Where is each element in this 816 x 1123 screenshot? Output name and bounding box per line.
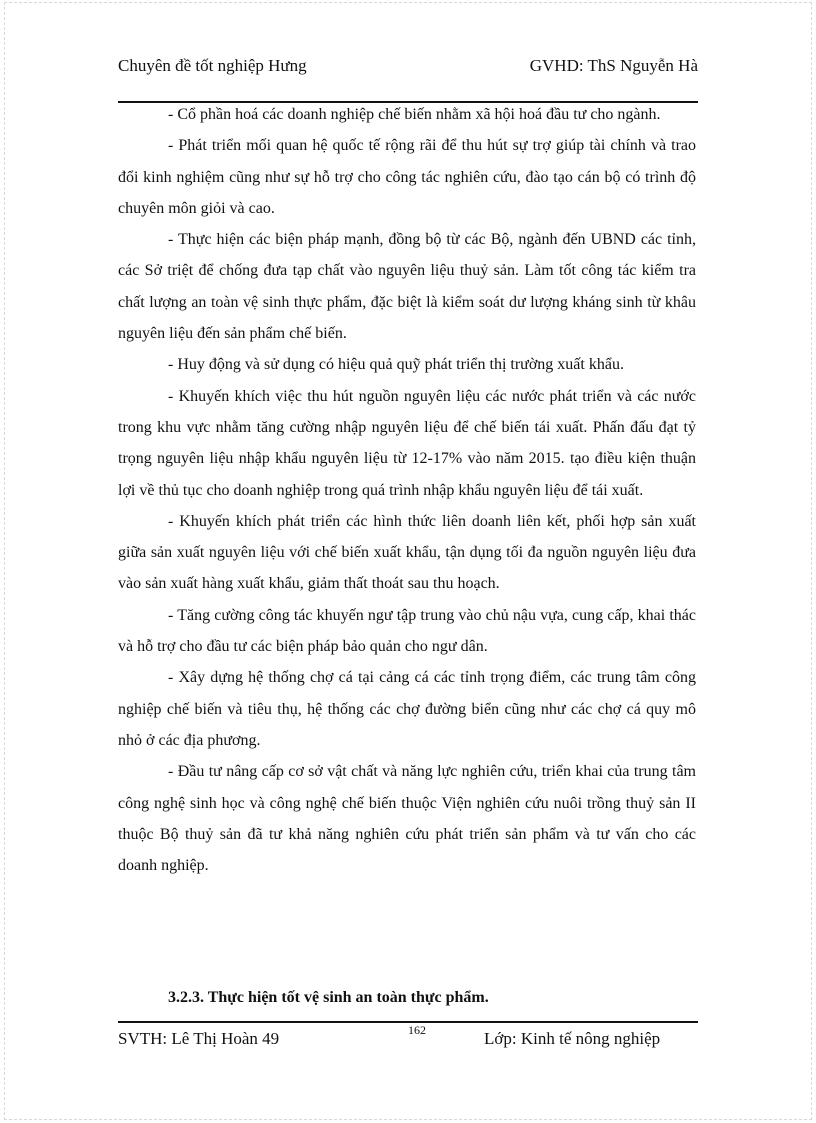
paragraph-4: - Huy động và sử dụng có hiệu quả quỹ phát triển thị trường xuất khẩu.	[168, 356, 624, 374]
paragraph-1: - Cổ phần hoá các doanh nghiệp chế biến nhằm xã hội hoá đầu tư cho ngành.	[168, 106, 661, 123]
paragraph-5: - Khuyến khích việc thu hút nguồn nguyên liệu các nước phát triển và các nước trong khu vực nhằm tăng cường nhập nguyên liệu để chế biến tái xuất. Phấn đấu đạt tỷ trọng nguyên liệu nhập khẩu nguyên liệu từ 12-17% vào năm 2015. tạo điều kiện thuận lợi về thủ tục cho doanh nghiệp trong quá trình nhập khẩu nguyên liệu để tái xuất.	[118, 387, 696, 499]
header-document-title: Chuyên đề tốt nghiệp Hưng	[118, 56, 307, 75]
paragraph-6: - Khuyến khích phát triển các hình thức liên doanh liên kết, phối hợp sản xuất giữa sản xuất nguyên liệu với chế biến xuất khẩu, tận dụng tối đa nguồn nguyên liệu đưa vào sản xuất hàng xuất khẩu, giảm thất thoát sau thu hoạch.	[118, 512, 696, 593]
paragraph-9: - Đầu tư nâng cấp cơ sở vật chất và năng lực nghiên cứu, triển khai của trung tâm công nghệ sinh học và công nghệ chế biến thuộc Viện nghiên cứu nuôi trồng thuỷ sản II thuộc Bộ thuỷ sản đã tư khả năng nghiên cứu phát triển sản phẩm và tư vấn cho các doanh nghiệp.	[118, 763, 696, 875]
paragraph-8: - Xây dựng hệ thống chợ cá tại cảng cá các tỉnh trọng điểm, các trung tâm công nghiệp chế biến và tiêu thụ, hệ thống các chợ đường biển cũng như các chợ cá quy mô nhỏ ở các địa phương.	[118, 669, 696, 749]
footer-student: SVTH: Lê Thị Hoàn 49	[118, 1029, 280, 1048]
page-number: 162	[408, 1023, 426, 1037]
paragraph-2: - Phát triển mối quan hệ quốc tế rộng rãi để thu hút sự trợ giúp tài chính và trao đổi kinh nghiệm cũng như sự hỗ trợ cho công tác nghiên cứu, đào tạo cán bộ có trình độ chuyên môn giỏi và cao.	[118, 137, 696, 217]
body-text	[118, 99, 696, 881]
paragraph-3: - Thực hiện các biện pháp mạnh, đồng bộ từ các Bộ, ngành đến UBND các tỉnh, các Sở triệt để chống đưa tạp chất vào nguyên liệu thuỷ sản. Làm tốt công tác kiểm tra chất lượng an toàn vệ sinh thực phẩm, đặc biệt là kiểm soát dư lượng kháng sinh từ khâu nguyên liệu đến sản phẩm chế biến.	[118, 231, 696, 343]
footer-class: Lớp: Kinh tế nông nghiệp	[484, 1029, 661, 1048]
paragraph-7: - Tăng cường công tác khuyến ngư tập trung vào chủ nậu vựa, cung cấp, khai thác và hỗ trợ cho đầu tư các biện pháp bảo quản cho ngư dân.	[118, 606, 696, 656]
section-heading: 3.2.3. Thực hiện tốt vệ sinh an toàn thực phẩm.	[168, 989, 489, 1006]
header-supervisor: GVHD: ThS Nguyễn Hà	[529, 56, 698, 75]
